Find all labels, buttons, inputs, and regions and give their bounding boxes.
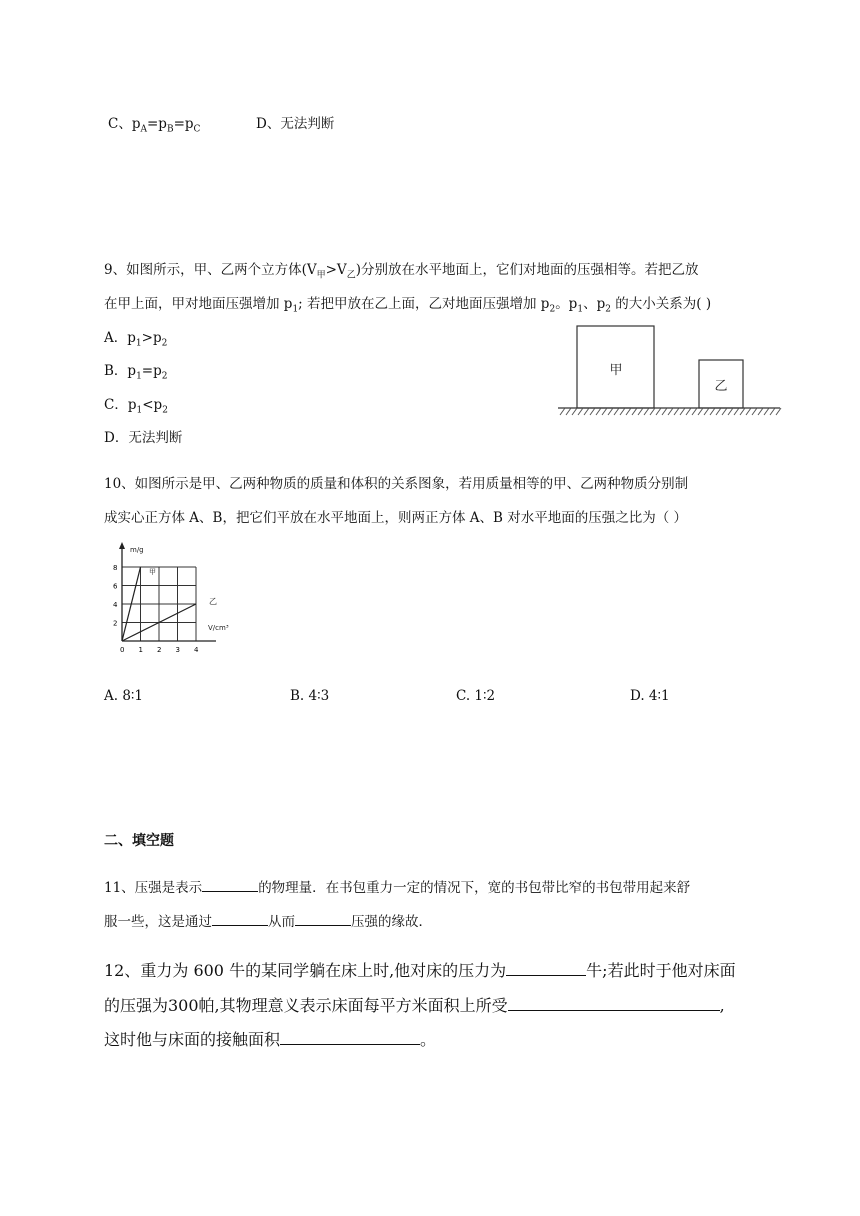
q9-option-d: D．无法判断: [104, 430, 183, 446]
x-tick-label: 0: [120, 646, 125, 654]
q10-graph: [110, 540, 260, 660]
q12-line3: 这时他与床面的接触面积 。: [104, 1027, 436, 1050]
y-axis-arrow: [119, 542, 125, 549]
q11-blank-3[interactable]: [295, 911, 351, 926]
q9-stem-line1: 9、如图所示，甲、乙两个立方体$(V_甲>V_乙)$分别放在水平地面上，它们对地面的压强相等。若把乙放: [104, 262, 699, 281]
q12-line2: 的压强为300帕,其物理意义表示床面每平方米面积上所受 ,: [104, 993, 725, 1016]
y-tick-label: 2: [113, 619, 118, 628]
q9-figure: [554, 322, 784, 422]
x-tick-label: 4: [194, 646, 199, 654]
y-tick-label: 6: [113, 582, 118, 591]
cube-jia-label: 甲: [609, 363, 623, 378]
q11-line1: 11、压强是表示 的物理量．在书包重力一定的情况下，宽的书包带比窄的书包带用起来舒: [104, 876, 690, 896]
x-tick-label: 1: [138, 646, 143, 654]
x-axis-label: V/cm³: [208, 624, 229, 632]
q12-line1: 12、重力为 600 牛的某同学躺在床上时,他对床的压力为 牛;若此时于他对床面: [104, 958, 736, 981]
y-axis-label: m/g: [130, 546, 144, 554]
q10-option-a: A. 8∶1: [104, 688, 144, 704]
q9-option-a: A．$p_1>p_2$: [104, 330, 168, 349]
q9-stem-line2: 在甲上面，甲对地面压强增加 $p_1$; 若把甲放在乙上面，乙对地面压强增加 $p_2$。$p_1$、$p_2$ 的大小关系为( ): [104, 296, 712, 315]
q11-blank-1[interactable]: [202, 877, 258, 892]
graph-grid: [122, 567, 196, 641]
cube-yi-label: 乙: [714, 379, 728, 394]
q10-option-c: C. 1∶2: [456, 688, 496, 704]
q9-option-c: C．$p_1<p_2$: [104, 397, 168, 416]
q12-blank-1[interactable]: [506, 958, 586, 976]
y-tick-label: 4: [113, 601, 118, 609]
section-title: 二、填空题: [104, 833, 174, 849]
q10-option-b: B. 4∶3: [290, 688, 330, 704]
q8-option-d: D、无法判断: [256, 116, 335, 132]
q8-option-c: C、$p_A=p_B=p_C$: [108, 116, 201, 135]
q9-option-b: B．$p_1=p_2$: [104, 363, 168, 382]
q12-blank-2[interactable]: [508, 993, 720, 1011]
line-yi-label: 乙: [209, 597, 217, 606]
line-jia-label: 甲: [149, 568, 156, 576]
ground-hatch: [560, 408, 781, 415]
x-tick-label: 2: [157, 646, 162, 654]
q10-stem-line1: 10、如图所示是甲、乙两种物质的质量和体积的关系图象，若用质量相等的甲、乙两种物质分别制: [104, 476, 689, 492]
q11-blank-2[interactable]: [212, 911, 268, 926]
q10-option-d: D. 4∶1: [630, 688, 670, 704]
x-tick-label: 3: [175, 646, 180, 654]
y-tick-label: 8: [113, 564, 118, 572]
q10-stem-line2: 成实心正方体 A、B，把它们平放在水平地面上，则两正方体 A、B 对水平地面的压强之比为（ ）: [104, 510, 688, 526]
q12-blank-3[interactable]: [280, 1027, 420, 1045]
q11-line2: 服一些，这是通过 从而 压强的缘故．: [104, 910, 432, 930]
